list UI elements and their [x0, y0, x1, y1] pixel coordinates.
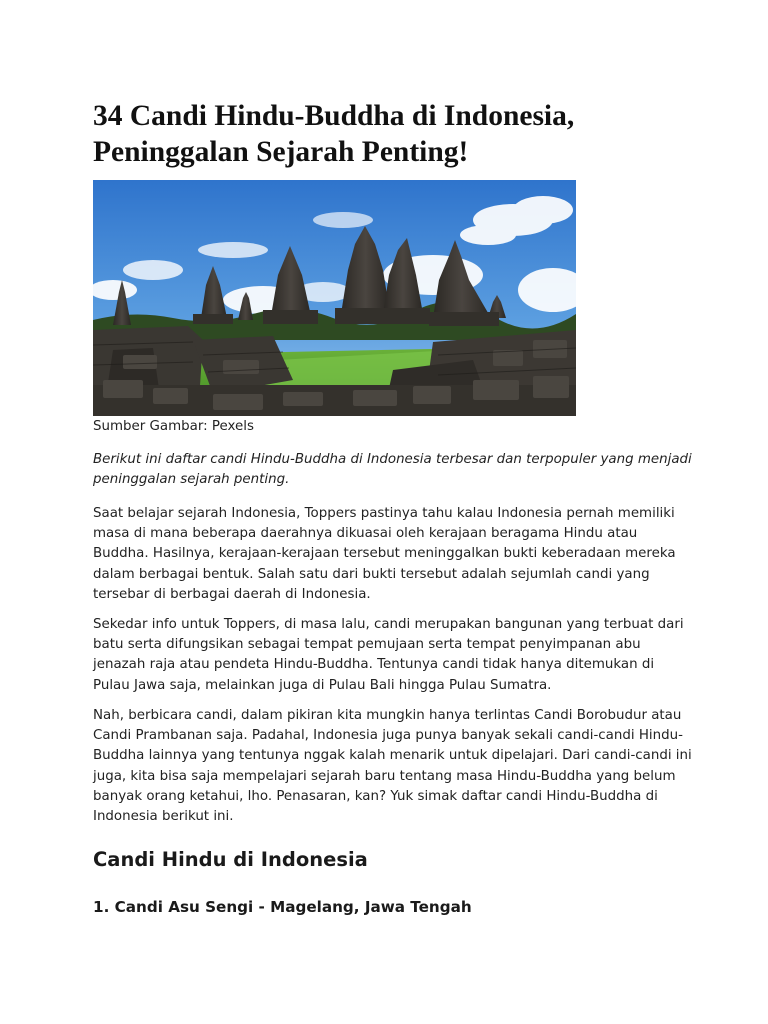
article-title: 34 Candi Hindu-Buddha di Indonesia, Peninggalan Sejarah Penting! — [93, 100, 575, 168]
body-paragraph-1: Saat belajar sejarah Indonesia, Toppers pastinya tahu kalau Indonesia pernah memiliki masa di mana beberapa daerahnya dikuasai oleh kerajaan beragama Hindu atau Buddha. Hasilnya, kerajaan-kerajaan tersebut meninggalkan bukti keberadaan mereka dalam berbagai bentuk. Salah satu dari bukti tersebut adalah sejumlah candi yang tersebar di berbagai daerah di Indonesia. — [93, 506, 676, 602]
section-heading: Candi Hindu di Indonesia — [93, 848, 368, 871]
intro-paragraph: Berikut ini daftar candi Hindu-Buddha di Indonesia terbesar dan terpopuler yang menjadi peninggalan sejarah penting. — [93, 452, 692, 488]
item-heading: 1. Candi Asu Sengi - Magelang, Jawa Tengah — [93, 898, 472, 916]
image-caption: Sumber Gambar: Pexels — [93, 419, 254, 434]
body-paragraph-2: Sekedar info untuk Toppers, di masa lalu, candi merupakan bangunan yang terbuat dari batu serta difungsikan sebagai tempat pemujaan serta tempat penyimpanan abu jenazah raja atau pendeta Hindu-Buddha. Tentunya candi tidak hanya ditemukan di Pulau Jawa saja, melainkan juga di Pulau Bali hingga Pulau Sumatra. — [93, 617, 684, 693]
body-paragraph-3: Nah, berbicara candi, dalam pikiran kita mungkin hanya terlintas Candi Borobudur atau Candi Prambanan saja. Padahal, Indonesia juga punya banyak sekali candi-candi Hindu-Buddha lainnya yang tentunya nggak kalah menarik untuk dipelajari. Dari candi-candi ini juga, kita bisa saja mempelajari sejarah baru tentang masa Hindu-Buddha yang belum banyak orang ketahui, lho. Penasaran, kan? Yuk simak daftar candi Hindu-Buddha di Indonesia berikut ini. — [93, 708, 692, 825]
temple-photo — [93, 180, 576, 416]
